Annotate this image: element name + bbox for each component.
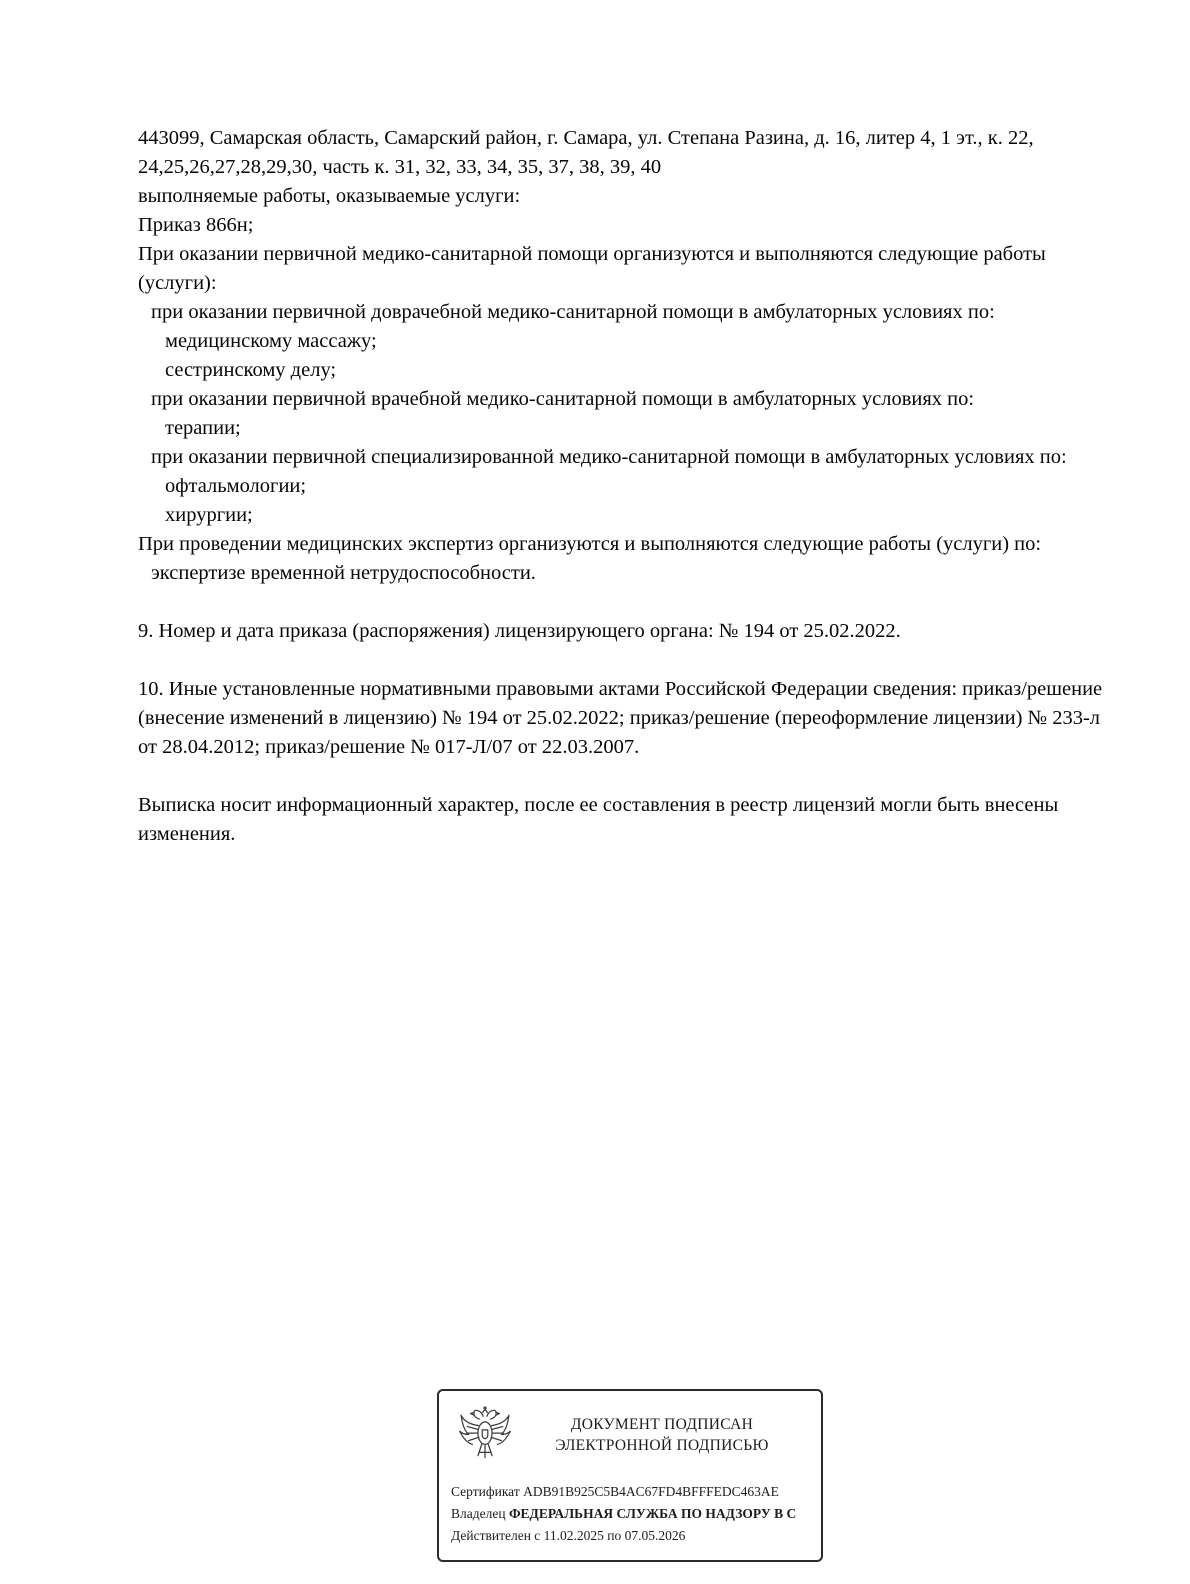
paragraph: выполняемые работы, оказываемые услуги:: [138, 185, 521, 207]
validity-text: Действителен с 11.02.2025 по 07.05.2026: [451, 1528, 686, 1543]
paragraph: при оказании первичной врачебной медико-санитарной помощи в амбулаторных условиях по:: [151, 388, 975, 410]
paragraph: 10. Иные установленные нормативными правовыми актами Российской Федерации сведения: приказ/решение (внесение изменений в лицензию) № 194 от 25.02.2022; приказ/решение (переоформление лицензии) № 233-л от 28.04.2012; приказ/решение № 017-Л/07 от 22.03.2007.: [138, 678, 1103, 758]
stamp-details: [439, 1475, 821, 1547]
paragraph: при оказании первичной доврачебной медико-санитарной помощи в амбулаторных условиях по:: [151, 301, 995, 323]
paragraph: 443099, Самарская область, Самарский район, г. Самара, ул. Степана Разина, д. 16, литер 4, 1 эт., к. 22, 24,25,26,27,28,29,30, часть к. 31, 32, 33, 34, 35, 37, 38, 39, 40: [138, 127, 1034, 178]
certificate-label: Сертификат: [451, 1484, 520, 1499]
paragraph: 9. Номер и дата приказа (распоряжения) лицензирующего органа: № 194 от 25.02.2022.: [138, 620, 901, 642]
stamp-validity-row: [451, 1525, 823, 1547]
stamp-header: [439, 1391, 821, 1475]
double-headed-eagle-icon: [449, 1404, 521, 1466]
paragraph: Приказ 866н;: [138, 214, 254, 236]
owner-value: ФЕДЕРАЛЬНАЯ СЛУЖБА ПО НАДЗОРУ В С: [508, 1506, 797, 1521]
paragraph: При проведении медицинских экспертиз организуются и выполняются следующие работы (услуги) по:: [138, 533, 1042, 555]
paragraph: офтальмологии;: [165, 475, 307, 497]
stamp-certificate-row: [451, 1481, 823, 1503]
owner-label: Владелец: [451, 1506, 506, 1521]
paragraph: Выписка носит информационный характер, после ее составления в реестр лицензий могли быть внесены изменения.: [138, 794, 1059, 845]
stamp-title-line1: ДОКУМЕНТ ПОДПИСАН: [570, 1416, 754, 1433]
paragraph: экспертизе временной нетрудоспособности.: [151, 562, 536, 584]
stamp-title: [521, 1414, 811, 1456]
document-body: [138, 124, 1106, 849]
stamp-title-line2: ЭЛЕКТРОННОЙ ПОДПИСЬЮ: [555, 1437, 769, 1454]
paragraph: медицинскому массажу;: [165, 330, 377, 352]
certificate-value: ADB91B925C5B4AC67FD4BFFFEDC463AE: [523, 1484, 779, 1499]
stamp-owner-row: [451, 1503, 823, 1525]
paragraph: При оказании первичной медико-санитарной помощи организуются и выполняются следующие работы (услуги):: [138, 243, 1046, 294]
digital-signature-stamp: [437, 1389, 823, 1562]
paragraph: терапии;: [165, 417, 241, 439]
paragraph: при оказании первичной специализированной медико-санитарной помощи в амбулаторных условиях по:: [151, 446, 1067, 468]
paragraph: сестринскому делу;: [165, 359, 337, 381]
paragraph: хирургии;: [165, 504, 253, 526]
